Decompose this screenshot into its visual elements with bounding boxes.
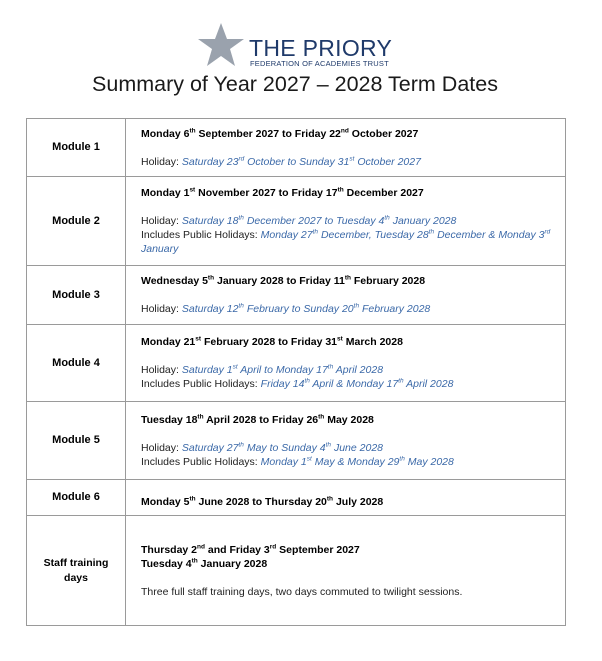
term-dates: Monday 21st February 2028 to Friday 31st March 2028: [141, 335, 403, 348]
term-dates: Wednesday 5th January 2028 to Friday 11th February 2028: [141, 274, 426, 287]
table-row: [27, 480, 566, 516]
page-title: Summary of Year 2027 – 2028 Term Dates: [92, 72, 498, 96]
module-label: Module 3: [27, 266, 126, 325]
logo-wordmark: THE PRIORY: [249, 35, 393, 61]
term-dates-table: [26, 118, 566, 626]
holiday-line: Holiday: Saturday 12th February to Sunday 20th February 2028: [141, 302, 431, 315]
module-details: [126, 402, 566, 480]
module-label: Module 1: [27, 119, 126, 177]
module-details: [126, 325, 566, 402]
table-row: [27, 325, 566, 402]
module-label: Module 2: [27, 177, 126, 266]
table-row: [27, 119, 566, 177]
module-details: [126, 266, 566, 325]
staff-training-details: [126, 516, 566, 626]
table-row: [27, 177, 566, 266]
public-holidays-line: Includes Public Holidays: Friday 14th April & Monday 17th April 2028: [141, 377, 454, 390]
holiday-line: Holiday: Saturday 27th May to Sunday 4th June 2028: [141, 441, 384, 454]
module-label: Module 4: [27, 325, 126, 402]
public-holidays-line: Includes Public Holidays: Monday 1st May & Monday 29th May 2028: [141, 455, 454, 468]
term-dates: Monday 1st November 2027 to Friday 17th December 2027: [141, 186, 424, 199]
training-dates-line-1: Thursday 2nd and Friday 3rd September 2027: [141, 543, 360, 556]
module-label: Module 6: [27, 480, 126, 516]
training-note: Three full staff training days, two days commuted to twilight sessions.: [141, 585, 463, 598]
holiday-line: Holiday: Saturday 18th December 2027 to Tuesday 4th January 2028: [141, 214, 457, 227]
module-details: [126, 480, 566, 516]
table-row: [27, 266, 566, 325]
module-details: [126, 177, 566, 266]
term-dates: Monday 5th June 2028 to Thursday 20th July 2028: [141, 495, 384, 508]
module-label: Module 5: [27, 402, 126, 480]
star-icon: [197, 22, 245, 68]
logo-subtitle: FEDERATION OF ACADEMIES TRUST: [250, 59, 389, 68]
staff-training-label: Staff training days: [27, 516, 126, 626]
table-row: [27, 516, 566, 626]
term-dates: Tuesday 18th April 2028 to Friday 26th May 2028: [141, 413, 374, 426]
priory-logo: [197, 22, 397, 70]
term-dates: Monday 6th September 2027 to Friday 22nd October 2027: [141, 127, 419, 140]
module-details: [126, 119, 566, 177]
holiday-line: Holiday: Saturday 1st April to Monday 17th April 2028: [141, 363, 384, 376]
holiday-line: Holiday: Saturday 23rd October to Sunday 31st October 2027: [141, 155, 421, 168]
training-dates-line-2: Tuesday 4th January 2028: [141, 557, 268, 570]
public-holidays-line: Includes Public Holidays: Monday 27th December, Tuesday 28th December & Monday 3rd January: [141, 228, 551, 255]
table-row: [27, 402, 566, 480]
